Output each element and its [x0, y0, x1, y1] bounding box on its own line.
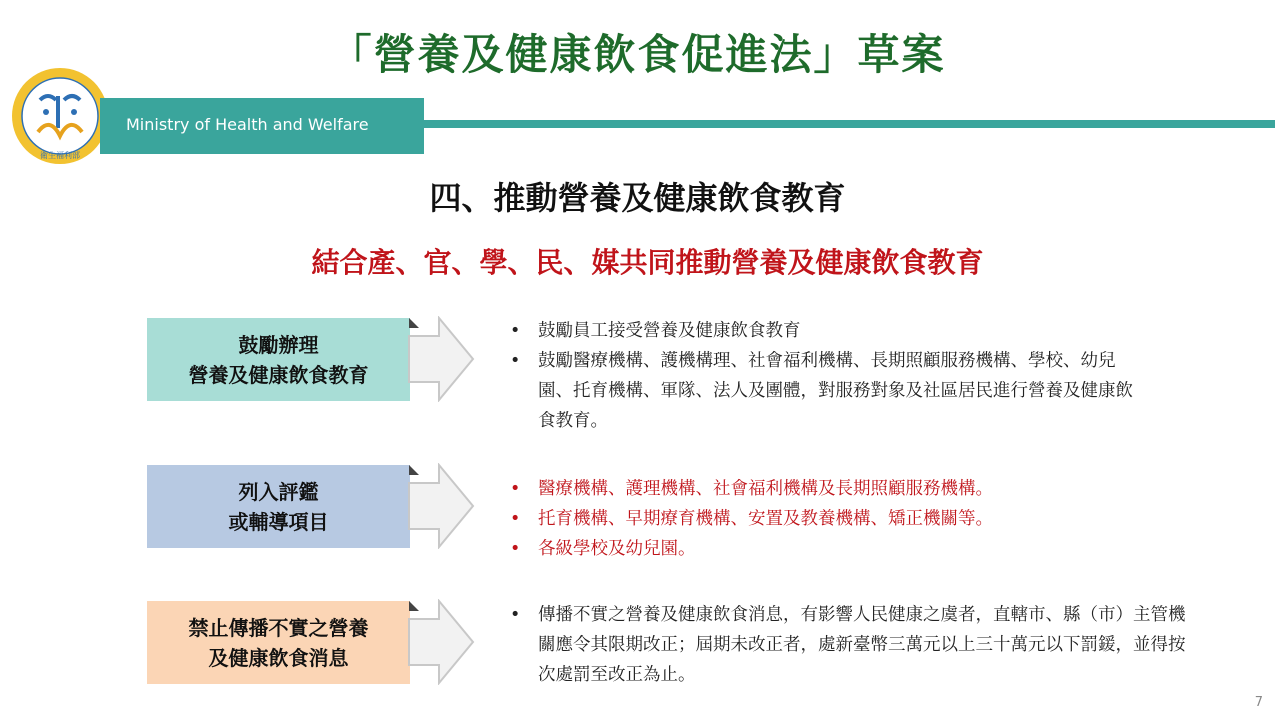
ministry-name: Ministry of Health and Welfare: [126, 115, 369, 134]
row-2-item-2: • 托育機構、早期療育機構、安置及教養機構、矯正機關等。: [510, 504, 1188, 534]
row-3-item-1: • 傳播不實之營養及健康飲食消息，有影響人民健康之虞者，直轄市、縣（市）主管機關應令其限期改正；屆期未改正者，處新臺幣三萬元以上三十萬元以下罰鍰，並得按次處罰至改正為止。: [510, 600, 1188, 690]
slide-subtitle: 結合產、官、學、民、媒共同推動營養及健康飲食教育: [311, 246, 984, 279]
row-2-label: 列入評鑑 或輔導項目: [147, 465, 410, 548]
header-divider: [420, 120, 1275, 128]
row-3-list: [510, 600, 1188, 690]
row-2-list: [510, 474, 1188, 564]
row-1-item-1: • 鼓勵員工接受營養及健康飲食教育: [510, 316, 1188, 346]
ministry-banner: [100, 98, 424, 154]
row-1-label: 鼓勵辦理 營養及健康飲食教育: [147, 318, 410, 401]
row-2-item-3: • 各級學校及幼兒園。: [510, 534, 1188, 564]
row-1-item-2: • 鼓勵醫療機構、護機構理、社會福利機構、長期照顧服務機構、學校、幼兒園、托育機構、軍隊、法人及團體，對服務對象及社區居民進行營養及健康飲食教育。: [510, 346, 1148, 436]
ministry-logo: [10, 66, 110, 166]
section-title: 四、推動營養及健康飲食教育: [429, 179, 846, 217]
row-3-label: 禁止傳播不實之營養 及健康飲食消息: [147, 601, 410, 684]
row-2-item-1: • 醫療機構、護理機構、社會福利機構及長期照顧服務機構。: [510, 474, 1188, 504]
row-1-arrow-icon: [405, 316, 477, 402]
row-3-arrow-icon: [405, 599, 477, 685]
svg-text:衛生福利部: 衛生福利部: [40, 151, 80, 160]
row-2-arrow-icon: [405, 463, 477, 549]
slide-title: 「營養及健康飲食促進法」草案: [329, 30, 946, 79]
page-number: 7: [1254, 695, 1263, 710]
row-1-list: [510, 316, 1188, 436]
